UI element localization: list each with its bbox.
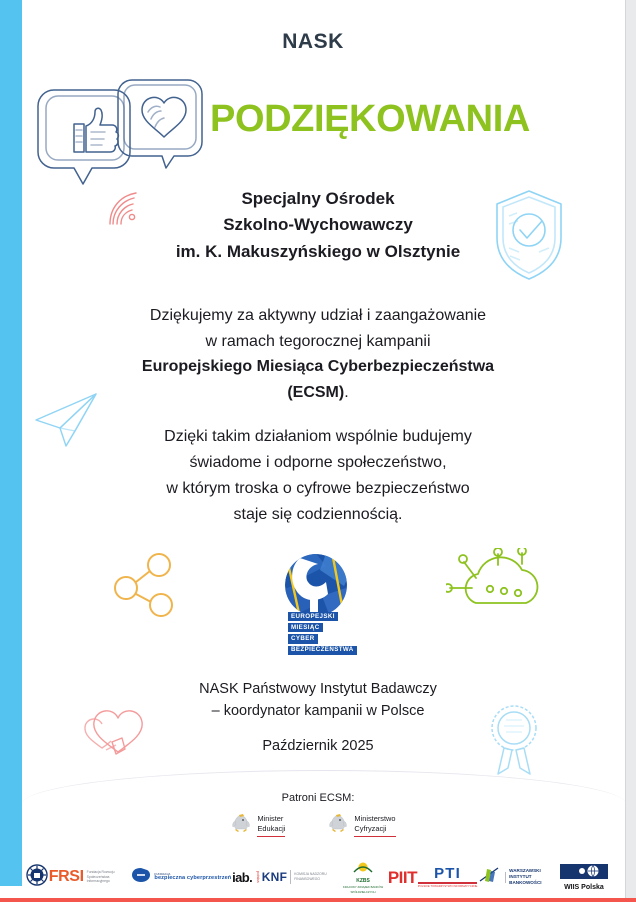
campaign-abbr: (ECSM) [287,383,345,401]
p1-line-2: w ramach tegorocznej kampanii [205,332,431,350]
nask-logo: NASK [282,30,344,53]
partner-wib-name: WARSZAWSKI INSTYTUT BANKOWOŚCI [509,868,542,885]
ministry-cyf-line-2: Cyfryzacji [354,824,387,833]
recipient-line-2: Szkolno-Wychowawczy [223,215,413,235]
partner-knf-sub: KOMISJA NADZORU FINANSOWEGO [294,872,327,881]
partner-knf-name: KNF [261,870,288,884]
partner-bezp-sub: FUNDACJA [154,872,171,877]
ecsm-wordmark [288,612,357,655]
partner-pti-name: PTI [434,865,462,883]
partner-logo-bezpieczna-cyberprzestrzen [131,867,231,888]
recipient-line-1: Specjalny Ośrodek [241,189,395,208]
partner-iab-sub: polska [255,871,261,883]
p1-line-4 [68,380,568,406]
partner-kzbs-sub: KRAJOWY ZWIĄZEK BANKÓW SPÓŁDZIELCZYCH [342,885,384,894]
partner-kzbs-name: KZBS [356,878,370,885]
partner-frsi-sub: Fundacja Rozwoju Społeczeństwa Informacyjnego [86,869,115,884]
knf-divider [290,870,291,884]
partner-logo-wib [478,865,559,890]
wiis-globe-icon [560,864,608,884]
ministry-cyf-line-1: Ministerstwo [354,814,396,824]
partner-logo-iab [232,871,261,884]
right-page-gutter [625,0,636,902]
ministry-edu-line-2: Edukacji [257,824,286,833]
partner-piit-name: PIIT [387,867,417,887]
ecsm-word-1: EUROPEJSKI [288,612,338,621]
bottom-red-bar [0,898,636,902]
kzbs-sun-icon [353,860,373,878]
coordinator-line-1: NASK Państwowy Instytut Badawczy [199,681,437,697]
ecsm-word-2: MIESIĄC [288,623,323,632]
ministry-name-digitalization [354,814,395,837]
partner-logo-strip [26,860,624,894]
issue-date: Październik 2025 [262,738,374,754]
p1-line-3 [68,354,568,380]
ministry-name-education [257,814,285,837]
partner-wiis-name: WIIS Polska [564,883,604,891]
p1-line-1: Dziękujemy za aktywny udział i zaangażowanie [149,307,487,324]
polish-eagle-icon [230,812,252,839]
recipient-line-3: im. K. Makuszyńskiego w Olsztynie [175,241,461,261]
partner-logo-pti [418,866,478,887]
partner-logo-piit [388,869,417,886]
partner-logo-knf [262,870,339,884]
body-paragraph-2 [68,424,568,528]
p2-line-4: staje się codziennością. [233,505,403,523]
wib-divider [505,872,506,883]
p2-line-1: Dzięki takim działaniom wspólnie budujemy [164,428,472,445]
campaign-name: Europejskiego Miesiąca Cyberbezpieczeństwa [141,358,495,376]
ecsm-word-4: BEZPIECZEŃSTWA [288,646,357,655]
shield-swoosh-icon [131,867,151,888]
p2-line-2: świadome i odporne społeczeństwo, [189,453,447,471]
partner-logo-cyber-shield [26,864,48,891]
p2-line-3: w którym troska o cyfrowe bezpieczeństwo [166,479,470,497]
ministry-logo-education [230,812,285,839]
partner-frsi-name: FRSI [48,868,84,885]
partner-bezp-name: bezpieczna cyberprzestrzeń [154,875,232,882]
ministry-logo-digitalization [327,812,395,839]
partner-logo-kzbs [339,860,387,893]
body-paragraph-1 [68,303,568,405]
recipient-block [88,186,548,265]
partner-iab-name: iab. [232,869,253,885]
partner-pti-sub: POLSKIE TOWARZYSTWO INFORMATYCZNE [417,883,478,888]
partner-logo-frsi [49,869,131,885]
partner-logo-wiis [560,864,608,891]
ecsm-word-3: CYBER [288,634,318,643]
cyber-shield-emblem-icon [26,864,48,891]
coordinator-line-2: – koordynator kampanii w Polsce [211,703,425,720]
left-blue-bar [0,0,22,886]
ecsm-logo [262,552,370,658]
wib-mark-icon [478,865,502,890]
patrons-label: Patroni ECSM: [281,792,355,804]
page-title: PODZIĘKOWANIA [210,98,530,140]
polish-eagle-icon [327,812,349,839]
ministry-edu-line-1: Minister [257,814,284,824]
campaign-period: . [344,383,349,401]
ministry-logos [0,812,626,839]
coordinator-block [88,678,548,723]
